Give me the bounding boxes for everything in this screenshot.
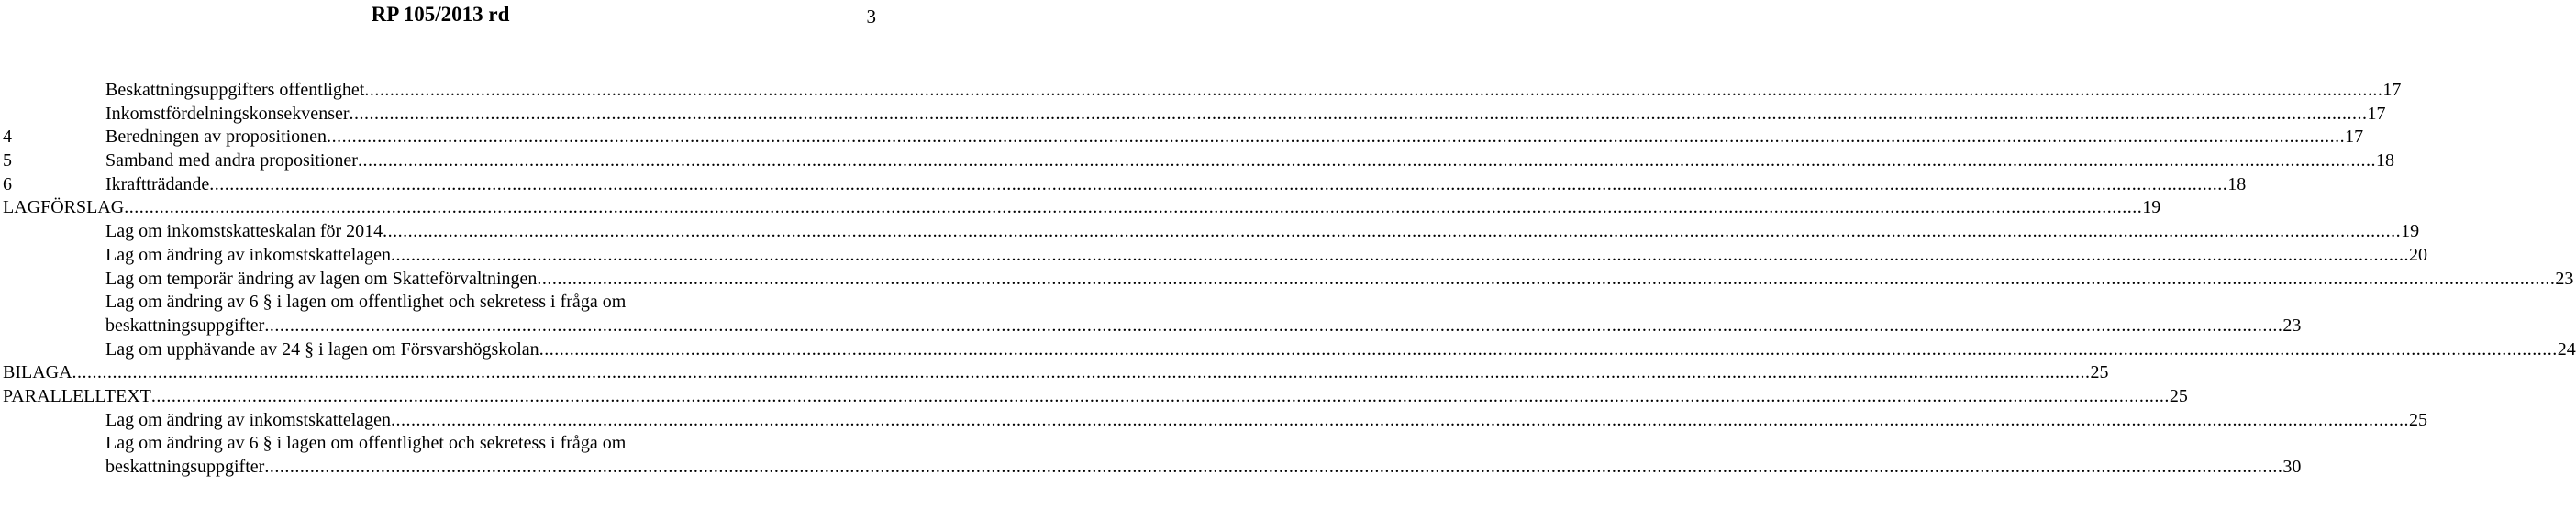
toc-entry-page: 19 (2401, 221, 2420, 242)
toc-entry-title: Lag om ändring av 6 § i lagen om offentlighet och sekretess i fråga om (105, 433, 627, 454)
toc-entry-title: PARALLELLTEXT (3, 385, 151, 406)
toc-dot-leader: ................................................................................................................................................................................................................................................................................................................................................................................................................ (209, 173, 2228, 194)
toc-entry-title: Beredningen av propositionen (105, 127, 328, 148)
toc-entry-page: 23 (2282, 315, 2302, 336)
toc-entry (0, 409, 2428, 433)
toc-entry-title: BILAGA (3, 362, 72, 383)
toc-entry-page: 17 (2367, 103, 2386, 124)
toc-entry-page: 25 (2409, 409, 2428, 430)
toc-dot-leader: ................................................................................................................................................................................................................................................................................................................................................................................................................ (150, 385, 2170, 406)
toc-entry-page: 25 (2090, 362, 2109, 383)
toc-dot-leader: ................................................................................................................................................................................................................................................................................................................................................................................................................ (357, 150, 2376, 172)
toc-dot-leader: ................................................................................................................................................................................................................................................................................................................................................................................................................ (264, 315, 2283, 336)
toc-entry-page: 24 (2557, 338, 2576, 360)
toc-entry (0, 432, 2302, 479)
toc-entry-title: Lag om inkomstskatteskalan för 2014 (105, 221, 383, 242)
toc-entry (0, 126, 2364, 149)
toc-entry (0, 149, 2394, 173)
toc-entry (0, 291, 2302, 337)
toc-dot-leader: ................................................................................................................................................................................................................................................................................................................................................................................................................ (391, 244, 2410, 265)
toc-entry (0, 196, 2161, 220)
toc-dot-leader: ................................................................................................................................................................................................................................................................................................................................................................................................................ (391, 409, 2410, 430)
toc-dot-leader: ................................................................................................................................................................................................................................................................................................................................................................................................................ (364, 80, 2383, 100)
toc-entry-page: 18 (2375, 150, 2394, 172)
toc-entry (0, 173, 2247, 197)
toc-entry-page: 20 (2409, 244, 2428, 265)
toc-entry-page: 25 (2169, 385, 2188, 406)
toc-entry (0, 103, 2386, 127)
toc-entry-title: Lag om ändring av 6 § i lagen om offentlighet och sekretess i fråga om (105, 292, 627, 313)
toc-entry-page: 18 (2227, 173, 2247, 194)
toc-entry-number: 4 (3, 127, 12, 148)
toc-entry-title: Lag om ändring av inkomstskattelagen (105, 244, 392, 265)
toc-entry-title: Lag om ändring av inkomstskattelagen (105, 409, 392, 430)
toc-entry-title: Ikraftträdande (105, 173, 210, 194)
toc-entry (0, 268, 2574, 292)
toc-dot-leader: ................................................................................................................................................................................................................................................................................................................................................................................................................ (327, 127, 2346, 148)
toc-entry-number: 5 (3, 150, 12, 172)
toc-entry-page: 23 (2555, 268, 2574, 289)
table-of-contents (0, 79, 2576, 480)
toc-entry (0, 385, 2188, 409)
toc-entry-number: 6 (3, 173, 12, 194)
toc-entry-title: Samband med andra propositioner (105, 150, 358, 172)
toc-entry-page: 17 (2382, 80, 2402, 100)
toc-entry-page: 30 (2282, 457, 2302, 478)
toc-dot-leader: ................................................................................................................................................................................................................................................................................................................................................................................................................ (349, 103, 2368, 124)
toc-entry-page: 17 (2345, 127, 2364, 148)
toc-entry (0, 361, 2109, 385)
toc-entry (0, 220, 2420, 244)
toc-entry-title-continued: beskattningsuppgifter (105, 457, 265, 478)
toc-entry-title: LAGFÖRSLAG (3, 197, 125, 218)
toc-dot-leader: ................................................................................................................................................................................................................................................................................................................................................................................................................ (264, 457, 2283, 478)
toc-dot-leader: ................................................................................................................................................................................................................................................................................................................................................................................................................ (124, 197, 2143, 218)
toc-entry (0, 79, 2402, 103)
toc-entry (0, 338, 2576, 362)
toc-entry-title-continued: beskattningsuppgifter (105, 315, 265, 336)
toc-dot-leader: ................................................................................................................................................................................................................................................................................................................................................................................................................ (72, 362, 2091, 383)
toc-dot-leader: ................................................................................................................................................................................................................................................................................................................................................................................................................ (539, 338, 2558, 360)
toc-entry-title: Inkomstfördelningskonsekvenser (105, 103, 350, 124)
toc-entry-title: Lag om upphävande av 24 § i lagen om Försvarshögskolan (105, 338, 539, 360)
toc-entry-title: Beskattningsuppgifters offentlighet (105, 80, 365, 100)
page-number: 3 (866, 6, 876, 28)
toc-entry (0, 244, 2428, 268)
toc-entry-title: Lag om temporär ändring av lagen om Skatteförvaltningen (105, 268, 538, 289)
toc-dot-leader: ................................................................................................................................................................................................................................................................................................................................................................................................................ (537, 268, 2556, 289)
document-header-title: RP 105/2013 rd (371, 3, 510, 26)
toc-dot-leader: ................................................................................................................................................................................................................................................................................................................................................................................................................ (383, 221, 2402, 242)
toc-entry-page: 19 (2142, 197, 2161, 218)
